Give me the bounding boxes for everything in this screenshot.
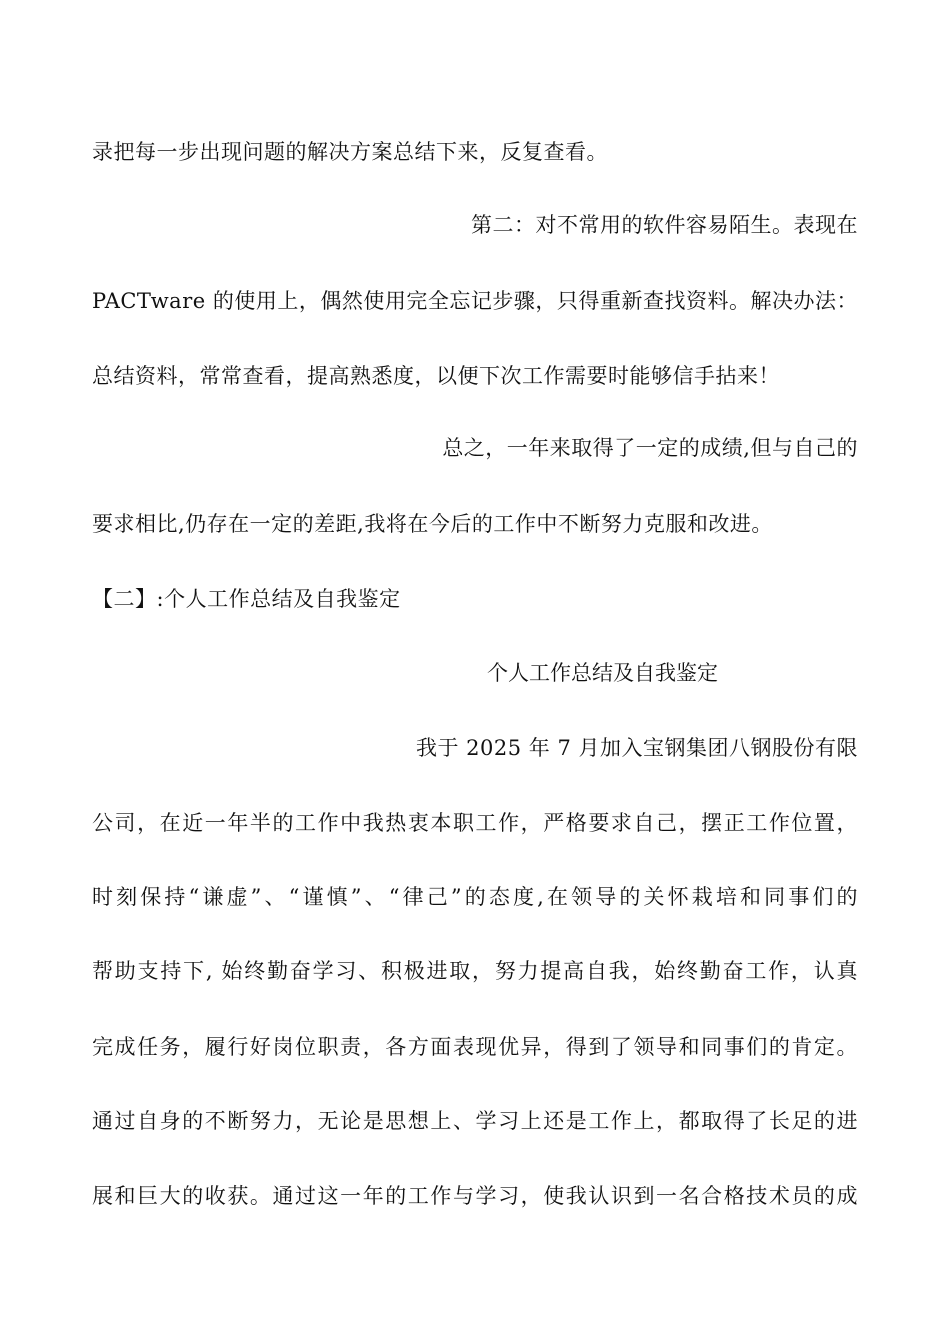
paragraph-line-7: 我于 2025 年 7 月加入宝钢集团八钢股份有限 [415, 736, 858, 760]
paragraph-line-3: PACTware 的使用上，偶然使用完全忘记步骤，只得重新查找资料。解决办法： [92, 289, 858, 313]
paragraph-line-6: 要求相比,仍存在一定的差距,我将在今后的工作中不断努力克服和改进。 [92, 512, 773, 536]
paragraph-line-2: 第二：对不常用的软件容易陌生。表现在 [471, 213, 858, 237]
paragraph-line-10: 帮助支持下, 始终勤奋学习、积极进取，努力提高自我，始终勤奋工作，认真 [92, 959, 858, 983]
paragraph-line-4: 总结资料，常常查看，提高熟悉度，以便下次工作需要时能够信手拈来！ [92, 364, 780, 388]
paragraph-line-9: 时刻保持“谦虚”、“谨慎”、“律己”的态度,在领导的关怀栽培和同事们的 [92, 885, 858, 909]
paragraph-line-5: 总之，一年来取得了一定的成绩,但与自己的 [442, 436, 858, 460]
paragraph-line-11: 完成任务，履行好岗位职责，各方面表现优异，得到了领导和同事们的肯定。 [92, 1035, 858, 1059]
section-heading: 【二】:个人工作总结及自我鉴定 [92, 587, 401, 611]
paragraph-line-1: 录把每一步出现问题的解决方案总结下来，反复查看。 [92, 140, 608, 164]
paragraph-line-13: 展和巨大的收获。通过这一年的工作与学习，使我认识到一名合格技术员的成 [92, 1184, 858, 1208]
paragraph-line-12: 通过自身的不断努力，无论是思想上、学习上还是工作上，都取得了长足的进 [92, 1109, 858, 1133]
paragraph-line-8: 公司，在近一年半的工作中我热衷本职工作，严格要求自己，摆正工作位置， [92, 811, 858, 835]
document-title: 个人工作总结及自我鉴定 [487, 661, 718, 685]
